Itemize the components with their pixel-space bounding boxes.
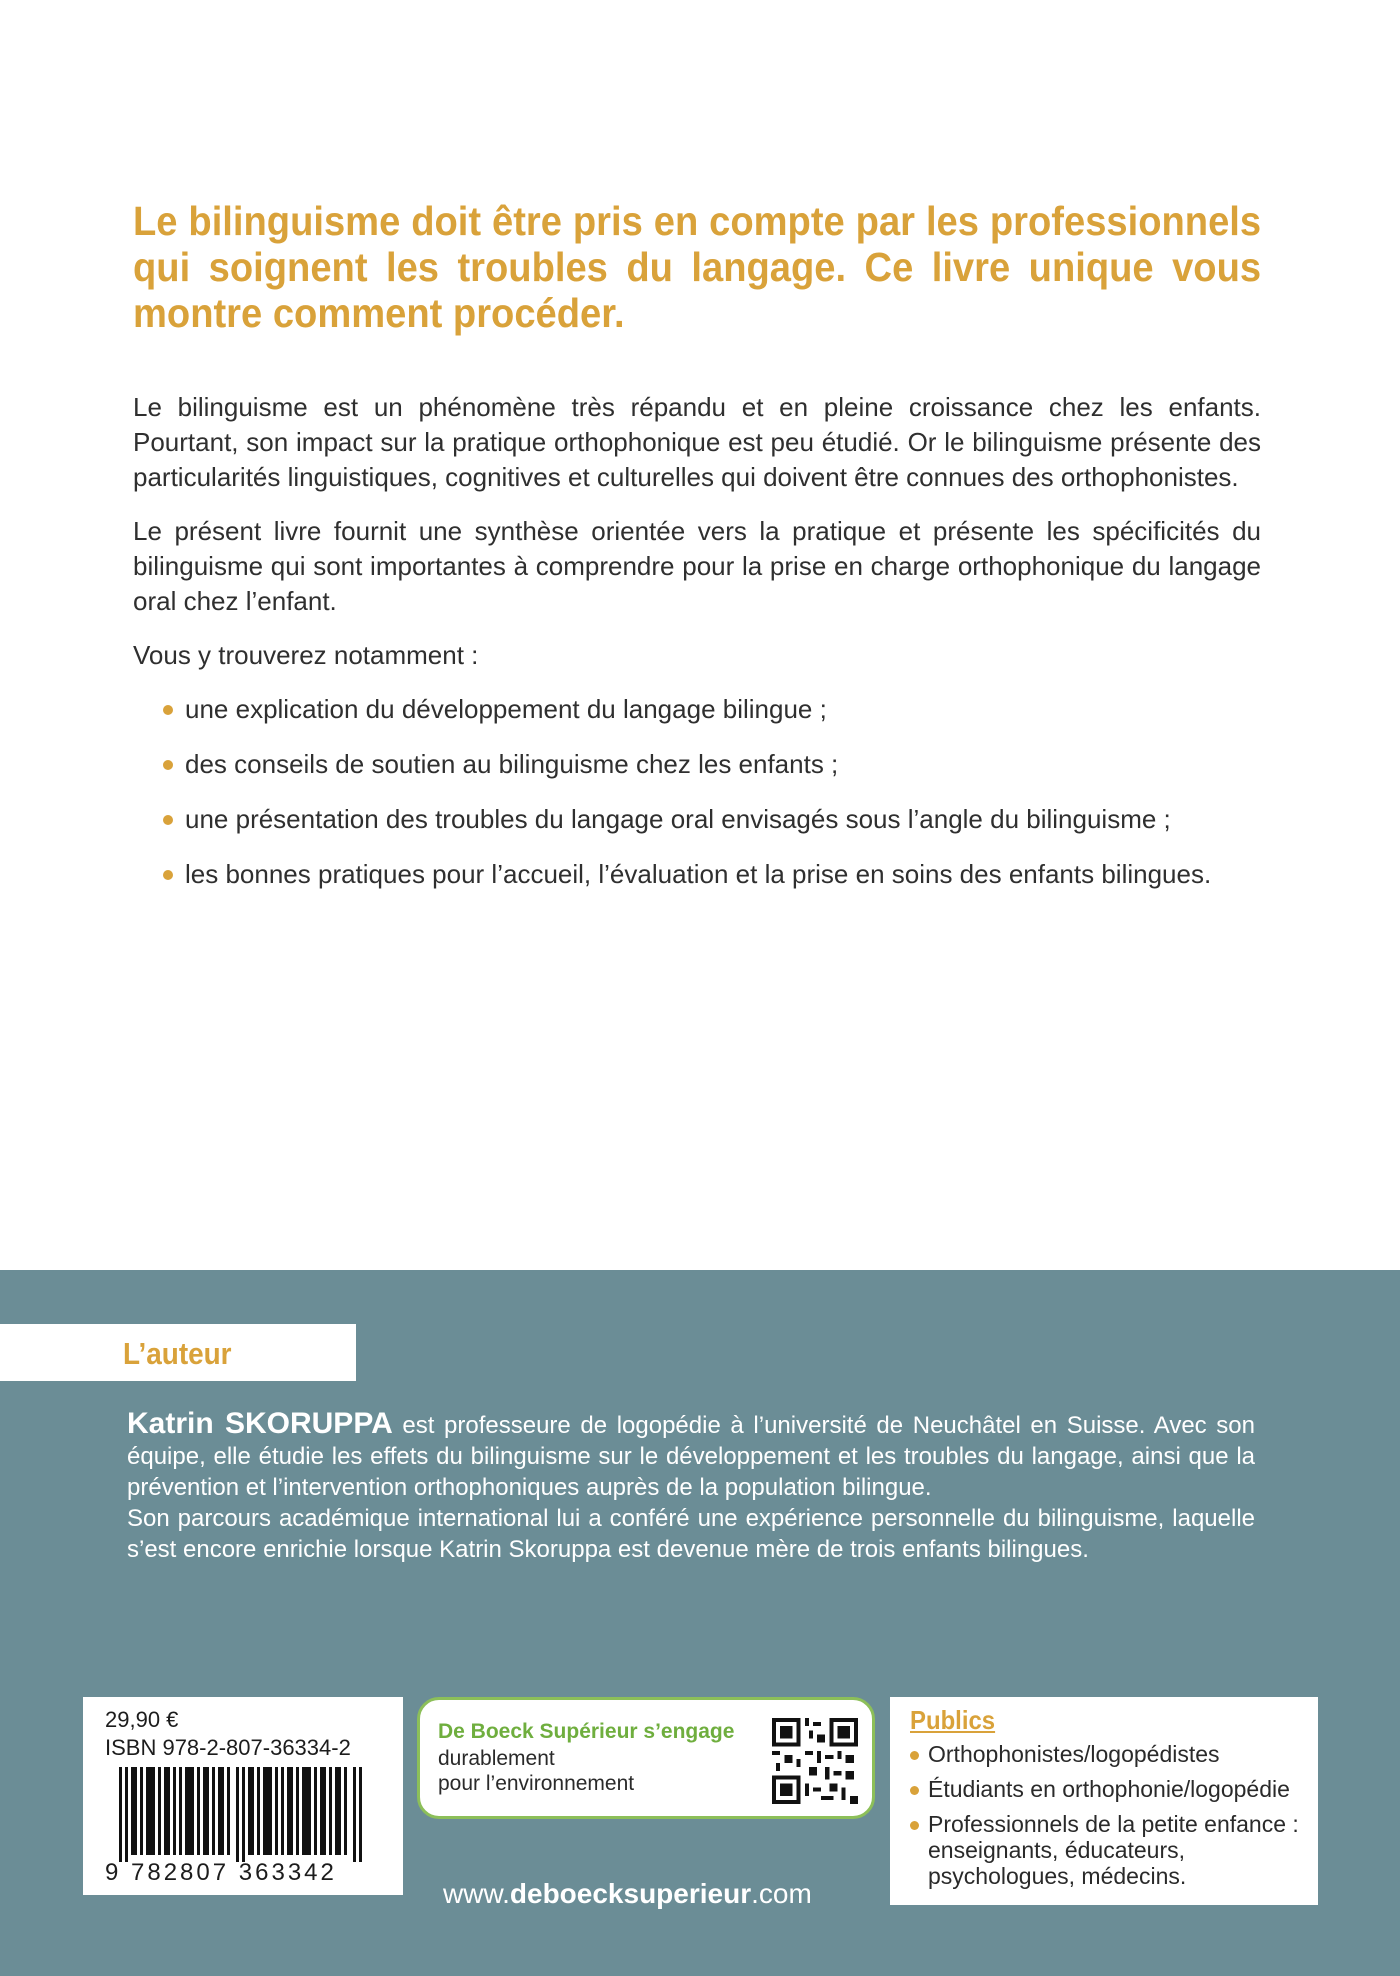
publisher-website[interactable]: www.deboecksuperieur.com (443, 1878, 812, 1909)
isbn: ISBN 978-2-807-36334-2 (105, 1735, 351, 1760)
environment-commitment (417, 1697, 875, 1819)
bullet-icon (163, 760, 173, 770)
paragraph-list-intro: Vous y trouverez notamment : (133, 640, 479, 670)
list-item: les bonnes pratiques pour l’accueil, l’évaluation et la prise en soins des enfants bilingues. (163, 857, 1261, 892)
engage-line-2: pour l’environnement (438, 1772, 635, 1795)
author-bio (127, 1408, 1255, 1565)
publics-title: Publics (910, 1705, 996, 1735)
paragraph-synthesis: Le présent livre fournit une synthèse orientée vers la pratique et présente les spécificités du bilinguisme qui sont importantes à comprendre pour la prise en charge orthophonique du langage oral chez l’enfant. (133, 516, 1261, 616)
engage-line-1: durablement (438, 1747, 555, 1770)
bullet-icon (163, 815, 173, 825)
barcode-box (83, 1697, 403, 1895)
list-item: une présentation des troubles du langage oral envisagés sous l’angle du bilinguisme ; (163, 802, 1261, 837)
description (133, 390, 1261, 912)
publics-box (890, 1697, 1318, 1905)
engage-title: De Boeck Supérieur s’engage (438, 1720, 735, 1743)
feature-list (133, 692, 1261, 892)
bullet-icon (910, 1751, 919, 1760)
author-bio-1: est professeure de logopédie à l’université de Neuchâtel en Suisse. Avec son équipe, elle étudie les effets du bilinguisme sur le développement et les troubles du langage, ainsi que la prévention et l’intervention orthophoniques auprès de la population bilingue. (127, 1412, 1255, 1501)
barcode-digits: 9 782807 363342 (105, 1859, 337, 1886)
list-item: une explication du développement du langage bilingue ; (163, 692, 1261, 727)
barcode-icon (119, 1767, 365, 1862)
list-item: Professionnels de la petite enfance : enseignants, éducateurs, psychologues, médecins. (910, 1811, 1310, 1889)
qr-code-icon[interactable] (772, 1718, 858, 1804)
headline: Le bilinguisme doit être pris en compte par les professionnels qui soignent les troubles du langage. Ce livre unique vous montre comment procéder. (133, 198, 1262, 336)
author-name: Katrin SKORUPPA (127, 1407, 393, 1440)
price: 29,90 € (105, 1707, 179, 1732)
author-heading-tab (0, 1324, 356, 1381)
bullet-icon (910, 1786, 919, 1795)
publics-list (910, 1741, 1310, 1898)
list-item: des conseils de soutien au bilinguisme chez les enfants ; (163, 747, 1261, 782)
bullet-icon (163, 705, 173, 715)
bullet-icon (163, 870, 173, 880)
list-item: Étudiants en orthophonie/logopédie (910, 1776, 1310, 1802)
paragraph-intro: Le bilinguisme est un phénomène très répandu et en pleine croissance chez les enfants. Pourtant, son impact sur la pratique orthophonique est peu étudié. Or le bilinguisme présente des particularités linguistiques, cognitives et culturelles qui doivent être connues des orthophonistes. (133, 392, 1261, 492)
author-bio-2: Son parcours académique international lui a conféré une expérience personnelle du bilinguisme, laquelle s’est encore enrichie lorsque Katrin Skoruppa est devenue mère de trois enfants bilingues. (127, 1505, 1255, 1563)
bullet-icon (910, 1821, 919, 1830)
list-item: Orthophonistes/logopédistes (910, 1741, 1310, 1767)
author-heading: L’auteur (123, 1336, 232, 1371)
